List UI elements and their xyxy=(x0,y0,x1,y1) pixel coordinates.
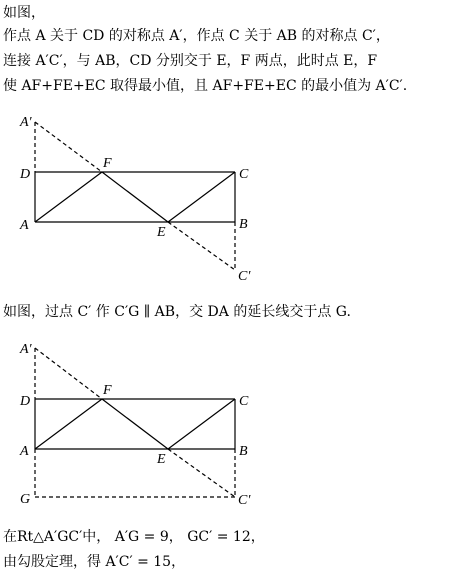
label-E: E xyxy=(157,452,166,467)
label-D: D xyxy=(20,167,31,182)
label-D: D xyxy=(20,394,31,409)
label-B: B xyxy=(239,444,248,459)
segment-A1F-dashed xyxy=(35,348,102,399)
segment-A1F-dashed xyxy=(35,122,102,172)
segment-EC1-dashed xyxy=(168,222,235,270)
label-E: E xyxy=(157,225,166,240)
label-A: A xyxy=(20,218,29,233)
label-C-prime: C′ xyxy=(238,269,251,284)
geometry-figure-2 xyxy=(0,335,471,520)
text-line-5: 如图，过点 C′ 作 C′G ∥ AB，交 DA 的延长线交于点 G. xyxy=(3,304,351,320)
text-line-4: 使 AF+FE+EC 取得最小值，且 AF+FE+EC 的最小值为 A′C′. xyxy=(3,78,408,94)
segment-AF xyxy=(35,399,102,449)
label-G: G xyxy=(20,492,31,507)
label-C: C xyxy=(239,167,249,182)
text-line-6: 在Rt△A′GC′中， A′G = 9， GC′ = 12， xyxy=(3,529,265,545)
label-F: F xyxy=(103,383,112,398)
segment-EC xyxy=(168,172,235,222)
geometry-figure-1 xyxy=(0,110,471,290)
segment-EC1-dashed xyxy=(168,449,235,497)
text-line-3: 连接 A′C′，与 AB，CD 分别交于 E，F 两点，此时点 E，F xyxy=(3,53,378,69)
segment-AF xyxy=(35,172,102,222)
label-A: A xyxy=(20,444,29,459)
label-A-prime: A′ xyxy=(20,115,32,130)
text-line-2: 作点 A 关于 CD 的对称点 A′，作点 C 关于 AB 的对称点 C′， xyxy=(3,28,390,44)
label-F: F xyxy=(103,156,112,171)
label-B: B xyxy=(239,217,248,232)
label-A-prime: A′ xyxy=(20,342,32,357)
label-C-prime: C′ xyxy=(238,493,251,508)
text-line-7: 由勾股定理，得 A′C′ = 15， xyxy=(3,554,186,570)
segment-FE xyxy=(102,399,168,449)
text-line-1: 如图， xyxy=(3,5,45,21)
segment-EC xyxy=(168,399,235,449)
label-C: C xyxy=(239,394,249,409)
segment-FE xyxy=(102,172,168,222)
